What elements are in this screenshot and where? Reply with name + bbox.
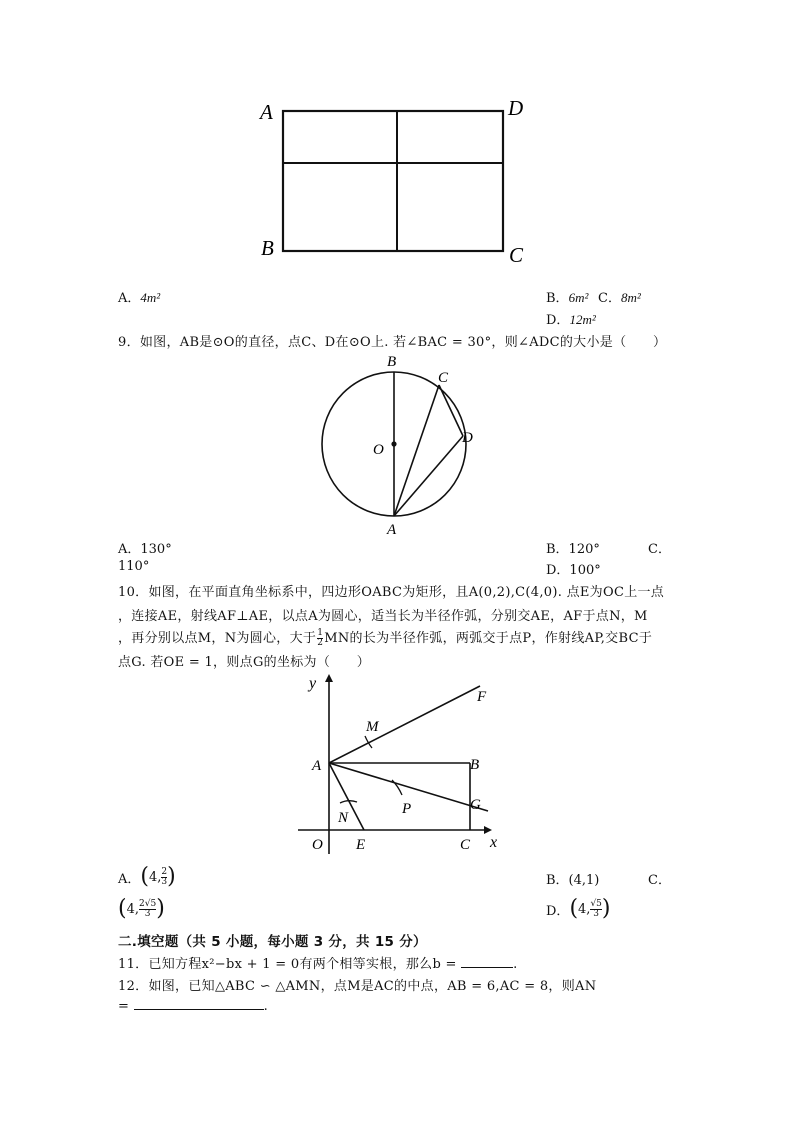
q10-line-4: 点G. 若OE = 1，则点G的坐标为（ ） bbox=[118, 655, 371, 670]
q8-option-d-value: 12m² bbox=[569, 312, 596, 327]
q10-line-1: 10．如图，在平面直角坐标系中，四边形OABC为矩形，且A(0,2),C(4,0). 点E为OC上一点 bbox=[118, 585, 665, 600]
q8-option-b[interactable] bbox=[546, 287, 588, 306]
q10-option-d-den: 3 bbox=[593, 908, 600, 919]
q10-option-c-label[interactable]: C． bbox=[648, 873, 671, 888]
q10-option-d-int: 4, bbox=[578, 901, 591, 917]
q10-option-a[interactable] bbox=[118, 866, 176, 888]
q8-option-d-label: D． bbox=[546, 313, 570, 328]
q10-option-c-den: 3 bbox=[144, 908, 151, 919]
q8-label-b: B bbox=[261, 236, 274, 260]
q10-option-a-int: 4, bbox=[148, 869, 162, 885]
q9-label-a: A bbox=[387, 522, 397, 538]
q9-option-d[interactable]: D．100° bbox=[546, 563, 601, 578]
q10-fraction bbox=[317, 629, 323, 648]
q9-label-c: C bbox=[438, 370, 449, 386]
q10-option-d-paren-open: ( bbox=[569, 896, 579, 921]
q9-label-o: O bbox=[373, 442, 384, 458]
q9-label-d: D bbox=[462, 430, 473, 446]
q10-option-a-label: A． bbox=[118, 871, 141, 887]
q8-option-c-value: 8m² bbox=[620, 290, 641, 305]
q10-option-a-paren-close: ) bbox=[167, 864, 176, 889]
q10-option-d-num: √5 bbox=[590, 898, 602, 909]
q10-line-3-pre: ，再分别以点M，N为圆心，大于 bbox=[118, 631, 317, 646]
q10-option-d-label: D． bbox=[546, 903, 570, 919]
q10-option-d-frac bbox=[590, 900, 601, 919]
q8-rectangle-figure bbox=[255, 95, 535, 270]
section-2-title: 二.填空题（共 5 小题，每小题 3 分，共 15 分） bbox=[118, 934, 427, 950]
q11-text bbox=[118, 953, 518, 972]
q10-line-3-post: MN的长为半径作弧，两弧交于点P，作射线AP,交BC于 bbox=[324, 631, 653, 646]
q10-option-c-frac bbox=[139, 900, 156, 919]
q9-circle-figure bbox=[318, 350, 483, 540]
q10-option-a-paren-open: ( bbox=[140, 864, 149, 889]
q10-option-b[interactable]: B．(4,1) bbox=[546, 873, 600, 888]
q9-option-a[interactable]: A．130° bbox=[118, 542, 172, 557]
q12-line-2 bbox=[118, 997, 268, 1014]
q8-label-d: D bbox=[508, 96, 524, 120]
q11-period: . bbox=[513, 957, 518, 972]
q8-option-a-label: A． bbox=[118, 291, 141, 306]
q10-option-c[interactable] bbox=[118, 898, 165, 920]
q10-option-d[interactable] bbox=[546, 898, 611, 920]
q10-label-n: N bbox=[338, 810, 349, 826]
q8-option-c-label: C． bbox=[598, 291, 621, 306]
q9-stem: 9．如图，AB是⊙O的直径，点C、D在⊙O上. 若∠BAC = 30°，则∠ADC的大小是（ ） bbox=[118, 335, 667, 350]
q10-label-e: E bbox=[356, 837, 366, 853]
q8-option-b-label: B． bbox=[546, 291, 569, 306]
q10-option-a-den: 3 bbox=[161, 876, 168, 887]
q12-line-2-text: = bbox=[118, 999, 134, 1014]
q10-label-c: C bbox=[460, 837, 471, 853]
q11-stem: 11．已知方程x²−bx + 1 = 0有两个相等实根，那么b = bbox=[118, 957, 462, 972]
q10-option-c-paren-close: ) bbox=[156, 896, 165, 921]
q10-fraction-den: 2 bbox=[317, 638, 324, 648]
q10-label-b: B bbox=[470, 757, 480, 773]
q10-option-a-num: 2 bbox=[161, 866, 168, 877]
q12-period: . bbox=[263, 999, 269, 1014]
q10-label-f: F bbox=[477, 689, 487, 705]
q9-option-c-value: 110° bbox=[118, 559, 150, 574]
q8-option-c[interactable] bbox=[598, 287, 641, 306]
q8-option-d[interactable] bbox=[546, 309, 596, 328]
q10-label-m: M bbox=[366, 719, 379, 735]
q8-label-c: C bbox=[509, 243, 524, 267]
q8-option-a-value: 4m² bbox=[140, 290, 161, 305]
q8-label-a: A bbox=[260, 100, 273, 124]
q10-coordinate-figure bbox=[292, 668, 510, 858]
q9-label-b: B bbox=[387, 354, 397, 370]
q9-option-c-label[interactable]: C． bbox=[648, 542, 671, 557]
q12-line-1: 12．如图，已知△ABC ∽ △AMN，点M是AC的中点，AB = 6,AC = 8，则AN bbox=[118, 979, 597, 994]
q10-fraction-num: 1 bbox=[317, 628, 324, 638]
q10-line-2: ，连接AE，射线AF⊥AE，以点A为圆心，适当长为半径作弧，分别交AE，AF于点N，M bbox=[118, 609, 648, 624]
q10-option-c-paren-open: ( bbox=[118, 896, 127, 921]
q10-label-g: G bbox=[470, 797, 481, 813]
q10-line-3 bbox=[118, 627, 652, 648]
q12-answer-blank[interactable] bbox=[134, 997, 264, 1010]
q10-option-d-paren-close: ) bbox=[601, 896, 611, 921]
q10-option-c-int: 4, bbox=[126, 901, 139, 917]
q10-label-a: A bbox=[312, 758, 322, 774]
q10-label-p: P bbox=[402, 801, 412, 817]
q10-label-o: O bbox=[312, 837, 323, 853]
q10-option-c-num: 2√5 bbox=[139, 898, 157, 909]
q8-option-b-value: 6m² bbox=[568, 290, 589, 305]
q11-answer-blank[interactable] bbox=[461, 955, 513, 968]
q8-option-a[interactable] bbox=[118, 287, 160, 306]
q9-option-b[interactable]: B．120° bbox=[546, 542, 600, 557]
q10-label-x: x bbox=[490, 834, 498, 851]
q10-label-y: y bbox=[309, 675, 317, 692]
